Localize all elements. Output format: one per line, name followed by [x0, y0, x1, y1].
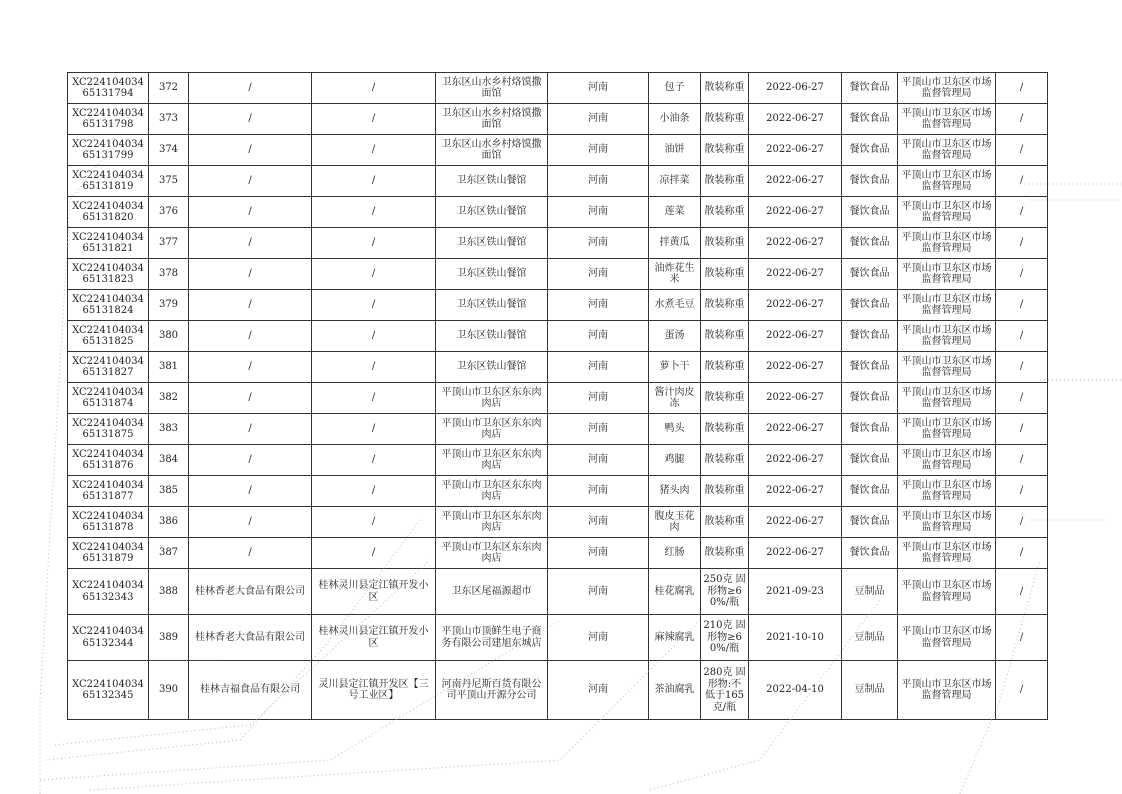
remark: / — [996, 166, 1048, 197]
remark: / — [996, 73, 1048, 104]
province: 河南 — [548, 569, 649, 615]
sample-code: XC22410403465131876 — [68, 445, 149, 476]
province: 河南 — [548, 661, 649, 720]
food-name: 桂花腐乳 — [649, 569, 701, 615]
province: 河南 — [548, 321, 649, 352]
sample-code: XC22410403465132345 — [68, 661, 149, 720]
row-number: 381 — [149, 352, 189, 383]
sample-code: XC22410403465131819 — [68, 166, 149, 197]
remark: / — [996, 104, 1048, 135]
producer-address: 桂林灵川县定江镇开发小区 — [312, 569, 436, 615]
production-date: 2022-06-27 — [749, 228, 842, 259]
row-number: 382 — [149, 383, 189, 414]
specification: 散装称重 — [701, 135, 749, 166]
producer-name: / — [189, 507, 312, 538]
production-date: 2021-10-10 — [749, 615, 842, 661]
food-category: 餐饮食品 — [842, 197, 898, 228]
food-name: 油炸花生米 — [649, 259, 701, 290]
table-row — [68, 352, 1048, 383]
sampled-unit: 卫东区铁山餐馆 — [436, 321, 548, 352]
producer-address: / — [312, 321, 436, 352]
food-category: 餐饮食品 — [842, 352, 898, 383]
row-number: 385 — [149, 476, 189, 507]
food-category: 豆制品 — [842, 661, 898, 720]
sampled-unit: 平顶山市卫东区东东肉肉店 — [436, 414, 548, 445]
sampled-unit: 平顶山市卫东区东东肉肉店 — [436, 507, 548, 538]
food-name: 萝卜干 — [649, 352, 701, 383]
producer-address: / — [312, 290, 436, 321]
table-row — [68, 73, 1048, 104]
food-category: 餐饮食品 — [842, 166, 898, 197]
food-category: 餐饮食品 — [842, 73, 898, 104]
production-date: 2022-06-27 — [749, 414, 842, 445]
sample-code: XC22410403465131879 — [68, 538, 149, 569]
row-number: 373 — [149, 104, 189, 135]
authority: 平顶山市卫东区市场监督管理局 — [898, 259, 996, 290]
sampled-unit: 平顶山市卫东区东东肉肉店 — [436, 445, 548, 476]
row-number: 390 — [149, 661, 189, 720]
food-category: 餐饮食品 — [842, 290, 898, 321]
specification: 散装称重 — [701, 414, 749, 445]
remark: / — [996, 321, 1048, 352]
food-name: 蛋汤 — [649, 321, 701, 352]
sampled-unit: 河南丹尼斯百货有限公司平顶山开源分公司 — [436, 661, 548, 720]
sampled-unit: 卫东区铁山餐馆 — [436, 228, 548, 259]
authority: 平顶山市卫东区市场监督管理局 — [898, 569, 996, 615]
province: 河南 — [548, 383, 649, 414]
table-row — [68, 228, 1048, 259]
remark: / — [996, 476, 1048, 507]
sampled-unit: 平顶山市卫东区东东肉肉店 — [436, 476, 548, 507]
producer-name: 桂林吉福食品有限公司 — [189, 661, 312, 720]
producer-name: 桂林香老大食品有限公司 — [189, 569, 312, 615]
remark: / — [996, 197, 1048, 228]
table-row — [68, 414, 1048, 445]
table-row — [68, 476, 1048, 507]
food-category: 餐饮食品 — [842, 538, 898, 569]
remark: / — [996, 569, 1048, 615]
province: 河南 — [548, 414, 649, 445]
sampled-unit: 平顶山市卫东区东东肉肉店 — [436, 538, 548, 569]
row-number: 374 — [149, 135, 189, 166]
remark: / — [996, 290, 1048, 321]
sample-code: XC22410403465132343 — [68, 569, 149, 615]
producer-address: 灵川县定江镇开发区【三号工业区】 — [312, 661, 436, 720]
producer-address: / — [312, 259, 436, 290]
remark: / — [996, 445, 1048, 476]
sample-code: XC22410403465131794 — [68, 73, 149, 104]
authority: 平顶山市卫东区市场监督管理局 — [898, 73, 996, 104]
production-date: 2022-06-27 — [749, 507, 842, 538]
producer-address: / — [312, 445, 436, 476]
producer-name: / — [189, 166, 312, 197]
specification: 散装称重 — [701, 321, 749, 352]
sampled-unit: 卫东区铁山餐馆 — [436, 166, 548, 197]
row-number: 387 — [149, 538, 189, 569]
sample-code: XC22410403465131798 — [68, 104, 149, 135]
food-category: 餐饮食品 — [842, 135, 898, 166]
sampled-unit: 卫东区铁山餐馆 — [436, 352, 548, 383]
remark: / — [996, 352, 1048, 383]
authority: 平顶山市卫东区市场监督管理局 — [898, 135, 996, 166]
province: 河南 — [548, 228, 649, 259]
row-number: 377 — [149, 228, 189, 259]
specification: 散装称重 — [701, 259, 749, 290]
province: 河南 — [548, 73, 649, 104]
producer-address: / — [312, 352, 436, 383]
producer-name: 桂林香老大食品有限公司 — [189, 615, 312, 661]
province: 河南 — [548, 445, 649, 476]
province: 河南 — [548, 615, 649, 661]
production-date: 2022-06-27 — [749, 135, 842, 166]
producer-name: / — [189, 259, 312, 290]
production-date: 2022-06-27 — [749, 352, 842, 383]
row-number: 383 — [149, 414, 189, 445]
specification: 散装称重 — [701, 290, 749, 321]
food-category: 餐饮食品 — [842, 476, 898, 507]
producer-address: / — [312, 197, 436, 228]
sample-code: XC22410403465131875 — [68, 414, 149, 445]
production-date: 2022-06-27 — [749, 290, 842, 321]
food-name: 鸡腿 — [649, 445, 701, 476]
province: 河南 — [548, 104, 649, 135]
producer-address: / — [312, 166, 436, 197]
row-number: 386 — [149, 507, 189, 538]
province: 河南 — [548, 538, 649, 569]
table-row — [68, 321, 1048, 352]
sampled-unit: 卫东区铁山餐馆 — [436, 259, 548, 290]
table-row — [68, 507, 1048, 538]
food-category: 豆制品 — [842, 615, 898, 661]
row-number: 376 — [149, 197, 189, 228]
authority: 平顶山市卫东区市场监督管理局 — [898, 661, 996, 720]
food-name: 麻辣腐乳 — [649, 615, 701, 661]
province: 河南 — [548, 166, 649, 197]
province: 河南 — [548, 259, 649, 290]
specification: 散装称重 — [701, 166, 749, 197]
province: 河南 — [548, 352, 649, 383]
sampled-unit: 卫东区尾福源超市 — [436, 569, 548, 615]
table-row — [68, 569, 1048, 615]
production-date: 2022-06-27 — [749, 259, 842, 290]
production-date: 2022-04-10 — [749, 661, 842, 720]
sampled-unit: 平顶山市卫东区东东肉肉店 — [436, 383, 548, 414]
specification: 散装称重 — [701, 197, 749, 228]
producer-name: / — [189, 104, 312, 135]
sample-code: XC22410403465132344 — [68, 615, 149, 661]
food-name: 油饼 — [649, 135, 701, 166]
row-number: 375 — [149, 166, 189, 197]
authority: 平顶山市卫东区市场监督管理局 — [898, 228, 996, 259]
food-name: 小油条 — [649, 104, 701, 135]
table-row — [68, 290, 1048, 321]
authority: 平顶山市卫东区市场监督管理局 — [898, 476, 996, 507]
producer-address: 桂林灵川县定江镇开发小区 — [312, 615, 436, 661]
table-row — [68, 197, 1048, 228]
sample-code: XC22410403465131824 — [68, 290, 149, 321]
production-date: 2021-09-23 — [749, 569, 842, 615]
producer-name: / — [189, 228, 312, 259]
row-number: 380 — [149, 321, 189, 352]
specification: 散装称重 — [701, 538, 749, 569]
table-row — [68, 383, 1048, 414]
table-row — [68, 661, 1048, 720]
producer-address: / — [312, 414, 436, 445]
remark: / — [996, 228, 1048, 259]
remark: / — [996, 383, 1048, 414]
authority: 平顶山市卫东区市场监督管理局 — [898, 507, 996, 538]
table-row — [68, 135, 1048, 166]
food-category: 餐饮食品 — [842, 321, 898, 352]
producer-name: / — [189, 73, 312, 104]
producer-address: / — [312, 228, 436, 259]
producer-address: / — [312, 538, 436, 569]
authority: 平顶山市卫东区市场监督管理局 — [898, 104, 996, 135]
food-category: 餐饮食品 — [842, 228, 898, 259]
food-category: 餐饮食品 — [842, 507, 898, 538]
specification: 280克 固形物:不低于165克/瓶 — [701, 661, 749, 720]
table-row — [68, 615, 1048, 661]
specification: 散装称重 — [701, 476, 749, 507]
remark: / — [996, 538, 1048, 569]
producer-address: / — [312, 104, 436, 135]
authority: 平顶山市卫东区市场监督管理局 — [898, 321, 996, 352]
authority: 平顶山市卫东区市场监督管理局 — [898, 197, 996, 228]
food-category: 餐饮食品 — [842, 445, 898, 476]
sampled-unit: 卫东区铁山餐馆 — [436, 290, 548, 321]
authority: 平顶山市卫东区市场监督管理局 — [898, 290, 996, 321]
authority: 平顶山市卫东区市场监督管理局 — [898, 166, 996, 197]
producer-name: / — [189, 476, 312, 507]
row-number: 379 — [149, 290, 189, 321]
producer-address: / — [312, 73, 436, 104]
production-date: 2022-06-27 — [749, 104, 842, 135]
specification: 散装称重 — [701, 73, 749, 104]
food-name: 包子 — [649, 73, 701, 104]
sample-code: XC22410403465131799 — [68, 135, 149, 166]
row-number: 388 — [149, 569, 189, 615]
sample-code: XC22410403465131827 — [68, 352, 149, 383]
remark: / — [996, 135, 1048, 166]
authority: 平顶山市卫东区市场监督管理局 — [898, 615, 996, 661]
authority: 平顶山市卫东区市场监督管理局 — [898, 445, 996, 476]
row-number: 378 — [149, 259, 189, 290]
authority: 平顶山市卫东区市场监督管理局 — [898, 414, 996, 445]
food-category: 豆制品 — [842, 569, 898, 615]
specification: 散装称重 — [701, 507, 749, 538]
food-name: 凉拌菜 — [649, 166, 701, 197]
province: 河南 — [548, 290, 649, 321]
production-date: 2022-06-27 — [749, 476, 842, 507]
table-row — [68, 259, 1048, 290]
sample-code: XC22410403465131820 — [68, 197, 149, 228]
food-name: 鸭头 — [649, 414, 701, 445]
authority: 平顶山市卫东区市场监督管理局 — [898, 383, 996, 414]
authority: 平顶山市卫东区市场监督管理局 — [898, 538, 996, 569]
producer-name: / — [189, 383, 312, 414]
production-date: 2022-06-27 — [749, 321, 842, 352]
specification: 散装称重 — [701, 228, 749, 259]
food-name: 拌黄瓜 — [649, 228, 701, 259]
sampled-unit: 平顶山市顶鲜生电子商务有限公司建旭东城店 — [436, 615, 548, 661]
food-name: 猪头肉 — [649, 476, 701, 507]
sample-code: XC22410403465131821 — [68, 228, 149, 259]
specification: 散装称重 — [701, 445, 749, 476]
remark: / — [996, 259, 1048, 290]
producer-name: / — [189, 321, 312, 352]
food-category: 餐饮食品 — [842, 414, 898, 445]
producer-name: / — [189, 290, 312, 321]
sampled-unit: 卫东区铁山餐馆 — [436, 197, 548, 228]
table-row — [68, 538, 1048, 569]
producer-name: / — [189, 445, 312, 476]
remark: / — [996, 507, 1048, 538]
sample-code: XC22410403465131878 — [68, 507, 149, 538]
food-name: 红肠 — [649, 538, 701, 569]
province: 河南 — [548, 507, 649, 538]
food-name: 水煮毛豆 — [649, 290, 701, 321]
table-row — [68, 445, 1048, 476]
producer-name: / — [189, 538, 312, 569]
sample-code: XC22410403465131874 — [68, 383, 149, 414]
producer-address: / — [312, 476, 436, 507]
table-row — [68, 104, 1048, 135]
specification: 散装称重 — [701, 352, 749, 383]
food-category: 餐饮食品 — [842, 104, 898, 135]
specification: 散装称重 — [701, 383, 749, 414]
food-category: 餐饮食品 — [842, 383, 898, 414]
production-date: 2022-06-27 — [749, 197, 842, 228]
sample-code: XC22410403465131823 — [68, 259, 149, 290]
sample-code: XC22410403465131825 — [68, 321, 149, 352]
sampling-results-table — [67, 72, 1047, 720]
specification: 散装称重 — [701, 104, 749, 135]
production-date: 2022-06-27 — [749, 166, 842, 197]
producer-address: / — [312, 135, 436, 166]
production-date: 2022-06-27 — [749, 538, 842, 569]
food-name: 腹皮玉花肉 — [649, 507, 701, 538]
province: 河南 — [548, 135, 649, 166]
food-category: 餐饮食品 — [842, 259, 898, 290]
remark: / — [996, 615, 1048, 661]
producer-name: / — [189, 135, 312, 166]
specification: 250克 固形物≥60%/瓶 — [701, 569, 749, 615]
food-name: 莲菜 — [649, 197, 701, 228]
row-number: 372 — [149, 73, 189, 104]
production-date: 2022-06-27 — [749, 73, 842, 104]
producer-address: / — [312, 383, 436, 414]
producer-name: / — [189, 414, 312, 445]
table-row — [68, 166, 1048, 197]
row-number: 389 — [149, 615, 189, 661]
remark: / — [996, 661, 1048, 720]
specification: 210克 固形物≥60%/瓶 — [701, 615, 749, 661]
food-name: 酱汁肉皮冻 — [649, 383, 701, 414]
producer-name: / — [189, 352, 312, 383]
remark: / — [996, 414, 1048, 445]
sampled-unit: 卫东区山水乡村烙馍撒面馆 — [436, 73, 548, 104]
sampled-unit: 卫东区山水乡村烙馍撒面馆 — [436, 135, 548, 166]
production-date: 2022-06-27 — [749, 445, 842, 476]
sample-code: XC22410403465131877 — [68, 476, 149, 507]
producer-address: / — [312, 507, 436, 538]
authority: 平顶山市卫东区市场监督管理局 — [898, 352, 996, 383]
province: 河南 — [548, 197, 649, 228]
food-name: 茶油腐乳 — [649, 661, 701, 720]
row-number: 384 — [149, 445, 189, 476]
province: 河南 — [548, 476, 649, 507]
sampled-unit: 卫东区山水乡村烙馍撒面馆 — [436, 104, 548, 135]
production-date: 2022-06-27 — [749, 383, 842, 414]
producer-name: / — [189, 197, 312, 228]
